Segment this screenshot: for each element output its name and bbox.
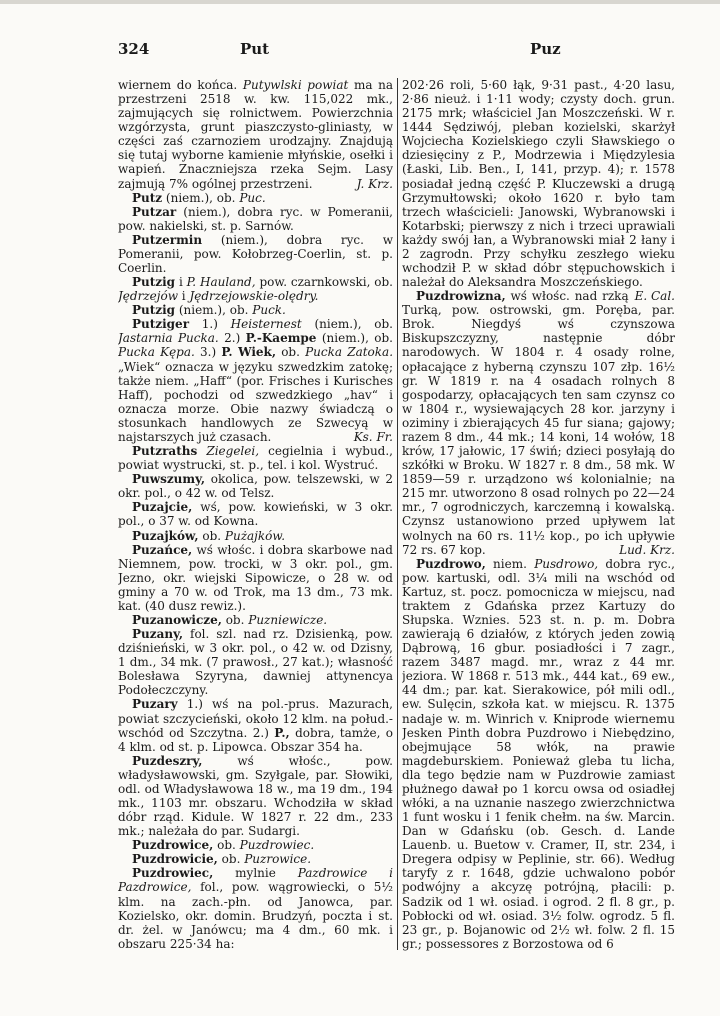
running-head-right: Puz xyxy=(530,40,561,58)
entry-text: pow. czarnkowski, ob. xyxy=(255,275,393,290)
dictionary-entry xyxy=(118,613,393,627)
entry-headword: Puzdrowice, xyxy=(132,838,214,853)
entry-headword: Putz xyxy=(132,190,163,205)
entry-text: cegielnia i wybud., powiat wystrucki, st. p., tel. i kol. Wystruć. xyxy=(118,444,393,473)
entry-headword: Putzermin xyxy=(132,232,203,247)
entry-text: (niem.), ob. xyxy=(316,331,393,346)
entry-text: (niem.), dobra ryc. w Pomeranii, pow. nakielski, st. p. Sarnów. xyxy=(118,204,393,233)
entry-headword: Puzdrowo, xyxy=(416,556,486,571)
entry-text: wiernem do końca. xyxy=(118,78,243,92)
entry-text: ob. xyxy=(276,345,306,360)
dictionary-entry xyxy=(402,289,675,556)
entry-headword: Puzany, xyxy=(132,627,184,642)
entry-text: 2.) xyxy=(218,331,246,346)
entry-italic-text: Pucka Zatoka. xyxy=(305,345,393,360)
author-signature: E. Cal. xyxy=(634,289,675,304)
entry-italic-text: Jędrzejowskie-olędry. xyxy=(189,289,319,304)
entry-italic-text: Ziegelei, xyxy=(206,444,260,459)
entry-text: wś, pow. kowieński, w 3 okr. pol., o 37 w. od Kowna. xyxy=(118,500,393,529)
entry-headword: Putzraths xyxy=(132,444,198,459)
dictionary-entry xyxy=(118,754,393,838)
dictionary-entry xyxy=(118,233,393,275)
entry-italic-text: Pazdrowice i Pazdrowice, xyxy=(118,866,393,895)
entry-headword: Puwszumy, xyxy=(132,472,206,487)
entry-italic-text: P. Hauland, xyxy=(186,275,256,290)
entry-headword: Puzdrowizna, xyxy=(416,289,506,304)
author-signature: Ks. Fr. xyxy=(353,429,393,444)
dictionary-entry xyxy=(118,317,393,444)
entry-italic-text: Pucka Kępa. xyxy=(118,345,195,360)
top-border-rule xyxy=(0,0,720,4)
dictionary-entry xyxy=(118,472,393,500)
entry-text: (niem.), ob. xyxy=(162,190,240,205)
dictionary-entry xyxy=(118,303,393,317)
dictionary-entry xyxy=(402,557,675,951)
entry-text: dobra, tamże, o 4 klm. od st. p. Lipowca. Obszar 354 ha. xyxy=(118,725,393,754)
entry-text: niem. xyxy=(485,556,535,571)
dictionary-entry xyxy=(118,838,393,852)
entry-text: ob. xyxy=(221,612,249,627)
entry-text: ma na przestrzeni 2518 w. kw. 115,022 mk., zajmujących się rolnictwem. Powierzchnia wzgórzysta, grunt piaszczysto-gliniasty, w części zaś czarnoziem urodzajny. Znajdują się tutaj wyborne kamienie młyńskie, osełki i wapień. Znaczniejsza rzeka Sejm. Lasy zajmują 7% ogólnej przestrzeni. xyxy=(118,78,393,191)
entry-italic-text: Puck. xyxy=(252,303,286,318)
dictionary-entry xyxy=(118,543,393,613)
entry-text: (niem.), ob. xyxy=(175,303,253,318)
entry-text: wś włośc. i dobra skarbowe nad Niemnem, pow. trocki, w 3 okr. pol., gm. Jezno, okr. wiejski Sipowicze, o 28 w. od gminy a 70 w. od Trok, ma 13 dm., 73 mk. kat. (40 dusz rewiz.). xyxy=(118,542,393,613)
entry-text: (niem.), dobra ryc. w Pomeranii, pow. Kołobrzeg-Coerlin, st. p. Coerlin. xyxy=(118,232,393,276)
entry-headword: Puzdeszry, xyxy=(132,753,203,768)
entry-headword: P. Wiek, xyxy=(221,345,277,360)
entry-text: i xyxy=(175,275,187,290)
entry-italic-text: Pusdrowo, xyxy=(534,556,599,571)
running-head-left: Put xyxy=(240,40,270,58)
right-column xyxy=(402,78,675,958)
entry-text: fol., pow. wągrowiecki, o 5½ klm. na zach.-płn. od Janowca, par. Kozielsko, okr. domin. Brudzyń, poczta i st. dr. żel. w Janówcu; ma 4 dm., 60 mk. i obszaru 225·34 ha: xyxy=(118,880,393,951)
author-signature: Lud. Krz. xyxy=(619,542,675,557)
entry-headword: Puzanowicze, xyxy=(132,612,222,627)
author-signature: J. Krz. xyxy=(356,176,393,191)
dictionary-entry xyxy=(118,78,393,191)
entry-italic-text: Jastarnia Pucka. xyxy=(118,331,219,346)
entry-headword: Puzary xyxy=(132,697,178,712)
entry-headword: Puzańce, xyxy=(132,542,193,557)
entry-text: 3.) xyxy=(194,345,222,360)
entry-headword: Putzig xyxy=(132,275,176,290)
dictionary-entry xyxy=(118,627,393,697)
entry-headword: P., xyxy=(274,725,290,740)
dictionary-entry xyxy=(118,866,393,950)
entry-text: „Wiek“ oznacza w języku szwedzkim zatokę; także niem. „Haff“ (por. Frisches i Kurisches Haff), pochodzi od szwedzkiego „hav“ i oznacza morze. Obie nazwy świadczą o stosunkach handlowych ze Szwecyą w najstarszych już czasach. xyxy=(118,359,393,444)
entry-text: okolica, pow. telszewski, w 2 okr. pol., o 42 w. od Telsz. xyxy=(118,472,393,501)
entry-italic-text: Heisternest xyxy=(230,317,302,332)
left-column xyxy=(118,78,393,958)
dictionary-entry xyxy=(118,275,393,303)
entry-text: ob. xyxy=(217,852,245,867)
entry-text: (niem.), ob. xyxy=(301,317,393,332)
dictionary-entry xyxy=(118,191,393,205)
entry-text: fol. szl. nad rz. Dzisienką, pow. dziśnieński, w 3 okr. pol., o 42 w. od Dzisny, 1 dm., 34 mk. (7 prawosł., 27 kat.); własność Bolesława Szyryna, dawniej attynencya Podołeczczyny. xyxy=(118,627,393,698)
entry-text: i xyxy=(177,289,190,304)
entry-italic-text: Jędrzejów xyxy=(118,289,178,304)
entry-text: 202·26 roli, 5·60 łąk, 9·31 past., 4·20 lasu, 2·86 nieuż. i 1·11 wody; czysty doch. grun. 2175 mrk; właściciel Jan Moszczeński. W r. 1444 Sędziwój, pleban kozielski, skarżył Wojciecha Kozielskiego czyli Sławskiego o dziesięciny z P., Modrzewia i Międzylesia (Łaski, Lib. Ben., I, 141, przyp. 4); r. 1578 posiadał jedną część P. Kluczewski a drugą Grzymułtowski; około 1620 r. było tam trzech właścicieli: Janowski, Wybranowski i Kotarbski; pierwszy z nich i trzeci uprawiali każdy swój łan, a Wybranowski miał 2 łany i 2 zagrodn. Przy schyłku zeszłego wieku wchodził P. w skład dóbr stępuchowskich i należał do Aleksandra Moszczeńskiego. xyxy=(402,78,675,290)
entry-text: dobra ryc., pow. kartuski, odl. 3¼ mili na wschód od Kartuz, st. pocz. pomocnicza w miejscu, nad traktem z Gdańska przez Kartuzy do Słupska. Wznies. 523 st. n. p. m. Dobra zawierają 6 działów, z których jeden zowią Dąbrową, 16 gbur. posiadłości i 7 zagr., razem 3487 magd. mr., wraz z 44 mr. jeziora. W 1868 r. 513 mk., 444 kat., 69 ew., 44 dm.; par. kat. Sierakowice, pół mili odl., ew. Sulęcin, szkoła kat. w miejscu. R. 1375 nadaje w. m. Winrich v. Kniprode wiernemu Jesken Pinth dobra Puzdrowo i Niebędzino, obejmujące 58 włók, na prawie magdeburskiem. Ponieważ gleba tu licha, dla tego będzie nam w Puzdrowie zamiast płużnego dawał po 1 korcu owsa od osiadłej włóki, a na uznanie naszego zwierzchnictwa 1 funt wosku i 1 fenik chełm. na św. Marcin. Dan w Gdańsku (ob. Gesch. d. Lande Lauenb. u. Buetow v. Cramer, II, str. 234, i Dregera odpisy w Peplinie, str. 66). Według taryfy z r. 1648, gdzie uchwalono pobór podwójny a akcyzę potrójną, płacili: p. Sadzik od 1 wł. osiad. i ogrod. 2 fl. 8 gr., p. Pobłocki od wł. osiad. 3½ folw. ogrodz. 5 fl. 23 gr., p. Bojanowic od 2½ wł. folw. 2 fl. 15 gr.; possessores z Borzostowa od 6 xyxy=(402,556,675,951)
entry-text: ob. xyxy=(198,528,225,543)
dictionary-entry xyxy=(118,444,393,472)
entry-headword: Puzajków, xyxy=(132,528,199,543)
entry-italic-text: Pużajków. xyxy=(224,528,286,543)
entry-text: mylnie xyxy=(213,866,298,881)
entry-headword: P.-Kaempe xyxy=(245,331,317,346)
entry-text: ob. xyxy=(213,838,240,853)
page-header xyxy=(0,40,720,62)
entry-text: wś włośc. nad rzką Turką, pow. ostrowski, gm. Poręba, par. Brok. Niegdyś wś czynszowa Biskupszczyzny, następnie dóbr narodowych. W 1804 r. 4 osady rolne, opłacające z hyberną czynszu 107 złp. 16½ gr. W 1819 r. na 4 osadach rolnych 8 gospodarzy, opłacających ten sam czynsz co w 1804 r., wysiewających 28 kor. jarzyny i oziminy i zbierających 45 fur siana; gajowy; razem 8 dm., 44 mk.; 14 koni, 14 wołów, 18 krów, 17 jałowic, 17 świń; dzieci posyłają do szkółki w Broku. W 1827 r. 8 dm., 58 mk. W 1859—59 r. urządzono wś kolonialnie; na 215 mr. utworzono 8 osad rolnych po 22—24 mr., 7 ogrodniczych, karczemną i kowalską. Czynsz ustanowiono przed upływem lat wolnych na 60 rs. 11½ kop., po ich upływie 72 rs. 67 kop. xyxy=(402,289,675,557)
column-divider xyxy=(397,78,398,950)
page-number: 324 xyxy=(118,40,150,58)
entry-text: 1.) xyxy=(189,317,231,332)
dictionary-entry xyxy=(118,500,393,528)
entry-italic-text: Puc. xyxy=(239,190,266,205)
dictionary-entry xyxy=(118,529,393,543)
dictionary-entry xyxy=(118,697,393,753)
entry-italic-text: Puzrowice. xyxy=(244,852,312,867)
entry-text: wś włośc., pow. władysławowski, gm. Szyłgale, par. Słowiki, odl. od Władysławowa 18 w., ma 19 dm., 194 mk., 1103 mr. obszaru. Wchodziła w skład dóbr rząd. Kidule. W 1827 r. 22 dm., 233 mk.; należała do par. Sudargi. xyxy=(118,753,393,839)
entry-text xyxy=(197,444,206,458)
entry-text: 1.) wś na pol.-prus. Mazurach, powiat szczycieński, około 12 klm. na połud.-wschód od Szczytna. 2.) xyxy=(118,697,393,740)
dictionary-entry xyxy=(118,852,393,866)
entry-headword: Puzajcie, xyxy=(132,500,193,515)
entry-headword: Puzdrowicie, xyxy=(132,852,218,867)
entry-headword: Putzig xyxy=(132,303,176,318)
dictionary-entry xyxy=(118,205,393,233)
entry-headword: Putziger xyxy=(132,317,190,332)
entry-italic-text: Puzniewicze. xyxy=(248,612,328,627)
entry-italic-text: Puzdrowiec. xyxy=(239,838,315,853)
entry-headword: Putzar xyxy=(132,204,177,219)
entry-headword: Puzdrowiec, xyxy=(132,866,214,881)
entry-italic-text: Putywlski powiat xyxy=(242,78,349,92)
